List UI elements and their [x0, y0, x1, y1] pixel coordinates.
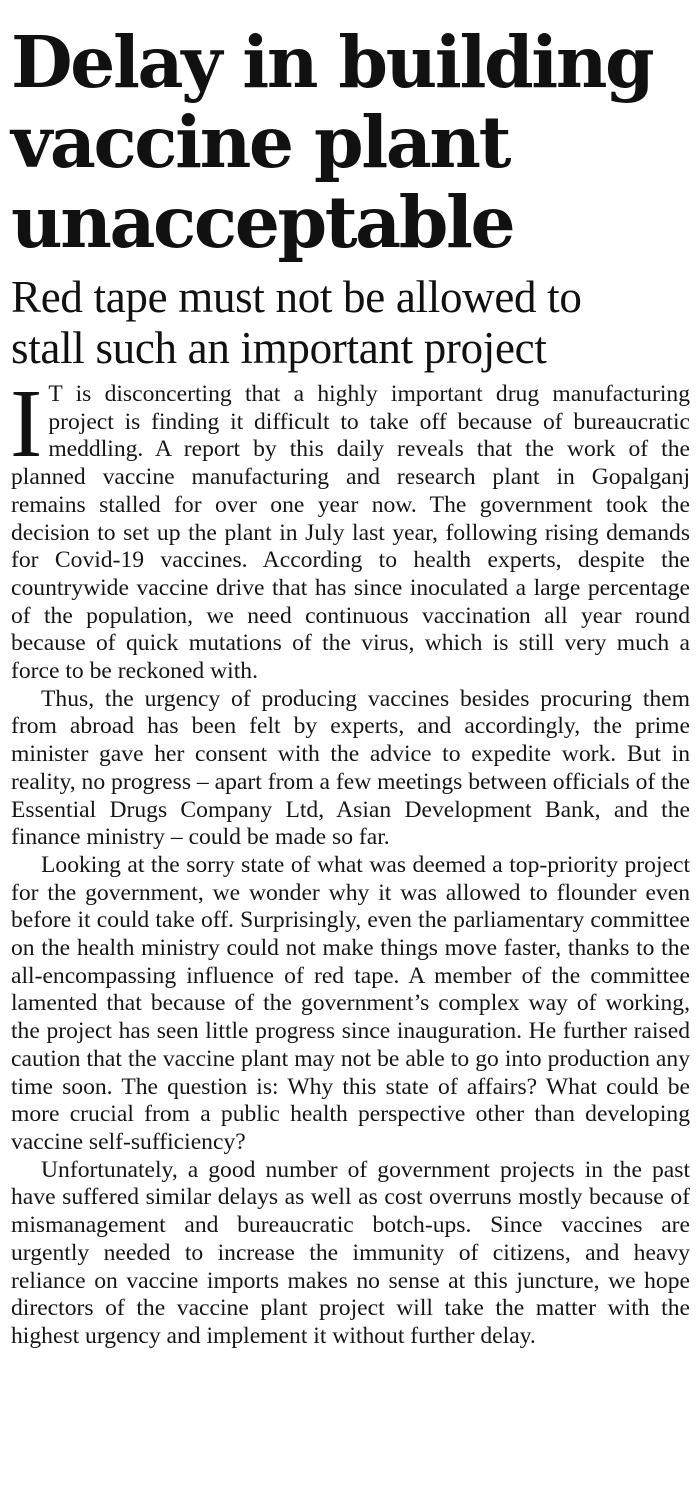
- paragraph-1: T is disconcerting that a highly important drug manufacturing project is finding it difficult to take off because of bureaucratic meddling. A report by this daily reveals that the work of the planned vaccine manufacturing and research plant in Gopalganj remains stalled for over one year now. The government took the decision to set up the plant in July last year, following rising demands for Covid-19 vaccines. According to health experts, despite the countrywide vaccine drive that has since inoculated a large percentage of the population, we need continuous vaccination all year round because of quick mutations of the virus, which is still very much a force to be reckoned with.: [11, 381, 690, 685]
- paragraph-3: Looking at the sorry state of what was deemed a top-priority project for the government, we wonder why it was allowed to flounder even before it could take off. Surprisingly, even the parliamentary committee on the health ministry could not make things move faster, thanks to the all-encompassing influence of red tape. A member of the committee lamented that because of the government’s complex way of working, the project has seen little progress since inauguration. He further raised caution that the vaccine plant may not be able to go into production any time soon. The question is: Why this state of affairs? What could be more crucial from a public health perspective other than developing vaccine self-sufficiency?: [11, 851, 690, 1155]
- headline-line-3: unacceptable: [11, 180, 514, 264]
- subheadline-line-2: stall such an important project: [11, 323, 547, 373]
- subheadline: [11, 272, 690, 374]
- article-body: [10, 370, 690, 1351]
- headline-line-2: vaccine plant: [11, 100, 510, 184]
- paragraph-4: Unfortunately, a good number of government projects in the past have suffered similar delays as well as cost overruns mostly because of mismanagement and bureaucratic botch-ups. Since vaccines are urgently needed to increase the immunity of citizens, and heavy reliance on vaccine imports makes no sense at this juncture, we hope directors of the vaccine plant project will take the matter with the highest urgency and implement it without further delay.: [11, 1156, 690, 1349]
- paragraph-2: Thus, the urgency of producing vaccines besides procuring them from abroad has been felt by experts, and accordingly, the prime minister gave her consent with the advice to expedite work. But in reality, no progress – apart from a few meetings between officials of the Essential Drugs Company Ltd, Asian Development Bank, and the finance ministry – could be made so far.: [11, 685, 690, 851]
- drop-cap: I: [10, 370, 43, 477]
- headline-line-1: Delay in building: [11, 20, 653, 104]
- headline: [11, 22, 690, 262]
- subheadline-line-1: Red tape must not be allowed to: [11, 272, 582, 322]
